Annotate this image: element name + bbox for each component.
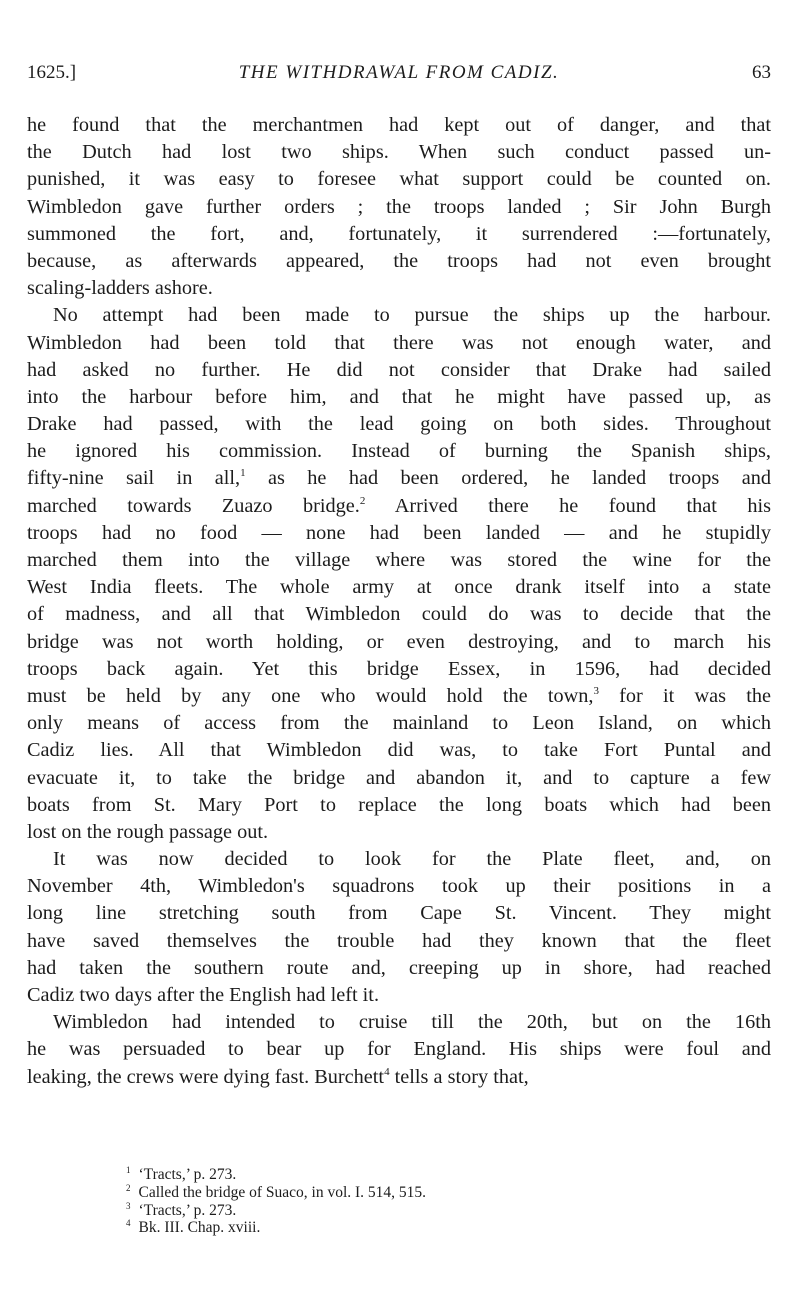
text-line	[27, 411, 771, 438]
footnote-text: ‘Tracts,’ p. 273.	[138, 1166, 237, 1183]
running-head	[27, 62, 771, 90]
footnote-text: Called the bridge of Suaco, in vol. I. 514, 515.	[138, 1183, 427, 1201]
text-run: have saved themselves the trouble had they known that the fleet	[27, 929, 771, 952]
paragraph	[27, 846, 771, 1009]
text-run: he was persuaded to bear up for England. His ships were foul and	[27, 1038, 771, 1061]
footnote-text: Bk. III. Chap. xviii.	[138, 1219, 261, 1237]
text-run: he ignored his commission. Instead of burning the Spanish ships,	[27, 440, 771, 463]
text-line	[27, 792, 771, 819]
text-line	[27, 520, 771, 547]
text-run: marched towards Zuazo bridge.	[27, 494, 360, 517]
text-line	[27, 900, 771, 927]
text-run: Drake had passed, with the lead going on both sides. Throughout	[27, 413, 771, 436]
text-run: long line stretching south from Cape St. Vincent. They might	[27, 902, 771, 925]
text-line	[27, 819, 771, 846]
footnote-marker: 2	[126, 1182, 131, 1193]
text-line	[27, 357, 771, 384]
footnote-marker: 3	[126, 1200, 131, 1211]
text-run: Arrived there he found that his	[365, 494, 772, 517]
text-run: as he had been ordered, he landed troops and	[245, 467, 771, 490]
footnote	[126, 1166, 686, 1184]
text-run: Cadiz two days after the English had left it.	[27, 984, 380, 1006]
footnote-ref: 2	[359, 494, 366, 507]
text-line	[27, 438, 771, 465]
text-run: Cadiz lies. All that Wimbledon did was, to take Fort Puntal and	[27, 739, 771, 762]
text-run: West India fleets. The whole army at once drank itself into a state	[27, 576, 771, 599]
paragraph	[27, 1009, 771, 1091]
text-run: for it was the	[598, 684, 771, 707]
text-run: boats from St. Mary Port to replace the long boats which had been	[27, 793, 771, 816]
text-run: troops had no food — none had been landed — and he stupidly	[27, 521, 771, 544]
text-run: only means of access from the mainland to Leon Island, on which	[27, 712, 771, 735]
text-line	[27, 629, 771, 656]
paragraph	[27, 112, 771, 302]
text-line	[27, 194, 771, 221]
text-run: summoned the fort, and, fortunately, it surrendered :—fortunately,	[27, 222, 771, 245]
text-line	[27, 1036, 771, 1063]
running-head-year: 1625.]	[27, 62, 77, 83]
text-line	[27, 547, 771, 574]
text-run: must be held by any one who would hold the town,	[27, 684, 594, 707]
text-run: lost on the rough passage out.	[27, 820, 269, 843]
text-line	[27, 384, 771, 411]
text-run: because, as afterwards appeared, the troops had not even brought	[27, 249, 771, 272]
footnote	[126, 1202, 686, 1220]
text-line	[27, 737, 771, 764]
text-run: It was now decided to look for the Plate fleet, and, on	[53, 848, 771, 871]
text-run: punished, it was easy to foresee what support could be counted on.	[27, 168, 771, 191]
text-run: of madness, and all that Wimbledon could do was to decide that the	[27, 603, 771, 626]
text-line	[27, 330, 771, 357]
text-line	[27, 275, 771, 302]
text-line	[27, 765, 771, 792]
text-run: into the harbour before him, and that he might have passed up, as	[27, 385, 771, 408]
text-line	[27, 493, 771, 520]
paragraph	[27, 302, 771, 846]
text-line	[27, 982, 771, 1009]
text-line	[27, 465, 771, 492]
page-number: 63	[752, 62, 771, 83]
text-run: had asked no further. He did not consider that Drake had sailed	[27, 358, 771, 381]
text-line	[27, 139, 771, 166]
text-line	[27, 955, 771, 982]
text-run: marched them into the village where was stored the wine for the	[27, 549, 771, 571]
text-line	[27, 846, 771, 873]
text-run: Wimbledon gave further orders ; the troops landed ; Sir John Burgh	[27, 195, 771, 218]
footnote-marker: 4	[126, 1218, 131, 1229]
body-text	[27, 112, 771, 1091]
footnote	[126, 1219, 686, 1237]
text-line	[27, 873, 771, 900]
footnotes	[126, 1166, 686, 1237]
footnote-ref: 4	[384, 1065, 390, 1078]
text-run: he found that the merchantmen had kept out of danger, and that	[27, 114, 771, 136]
text-run: the Dutch had lost two ships. When such conduct passed un-	[27, 141, 771, 164]
text-run: had taken the southern route and, creeping up in shore, had reached	[27, 956, 771, 979]
text-line	[27, 1064, 771, 1091]
footnote-ref: 3	[593, 684, 599, 697]
text-run: fifty-nine sail in all,	[27, 467, 241, 490]
footnote	[126, 1184, 686, 1202]
text-line	[27, 928, 771, 955]
text-line	[27, 574, 771, 601]
text-run: troops back again. Yet this bridge Essex, in 1596, had decided	[27, 657, 771, 680]
text-line	[27, 683, 771, 710]
text-line	[27, 656, 771, 683]
footnote-ref: 1	[240, 467, 246, 480]
text-line	[27, 248, 771, 275]
text-run: bridge was not worth holding, or even destroying, and to march his	[27, 630, 771, 653]
text-run: leaking, the crews were dying fast. Burchett	[27, 1065, 385, 1088]
footnote-text: ‘Tracts,’ p. 273.	[138, 1201, 237, 1219]
footnote-marker: 1	[126, 1165, 131, 1175]
text-run: Wimbledon had intended to cruise till the 20th, but on the 16th	[53, 1011, 771, 1034]
text-line	[27, 710, 771, 737]
text-run: November 4th, Wimbledon's squadrons took up their positions in a	[27, 875, 771, 898]
text-line	[27, 166, 771, 193]
running-head-title: THE WITHDRAWAL FROM CADIZ.	[238, 62, 560, 83]
text-run: scaling-ladders ashore.	[27, 277, 213, 300]
text-run: tells a story that,	[389, 1065, 529, 1088]
text-run: evacuate it, to take the bridge and abandon it, and to capture a few	[27, 766, 771, 789]
text-line	[27, 1009, 771, 1036]
text-line	[27, 112, 771, 139]
text-run: Wimbledon had been told that there was not enough water, and	[27, 331, 771, 354]
text-line	[27, 601, 771, 628]
text-run: No attempt had been made to pursue the ships up the harbour.	[53, 304, 771, 327]
text-line	[27, 221, 771, 248]
text-line	[27, 302, 771, 329]
